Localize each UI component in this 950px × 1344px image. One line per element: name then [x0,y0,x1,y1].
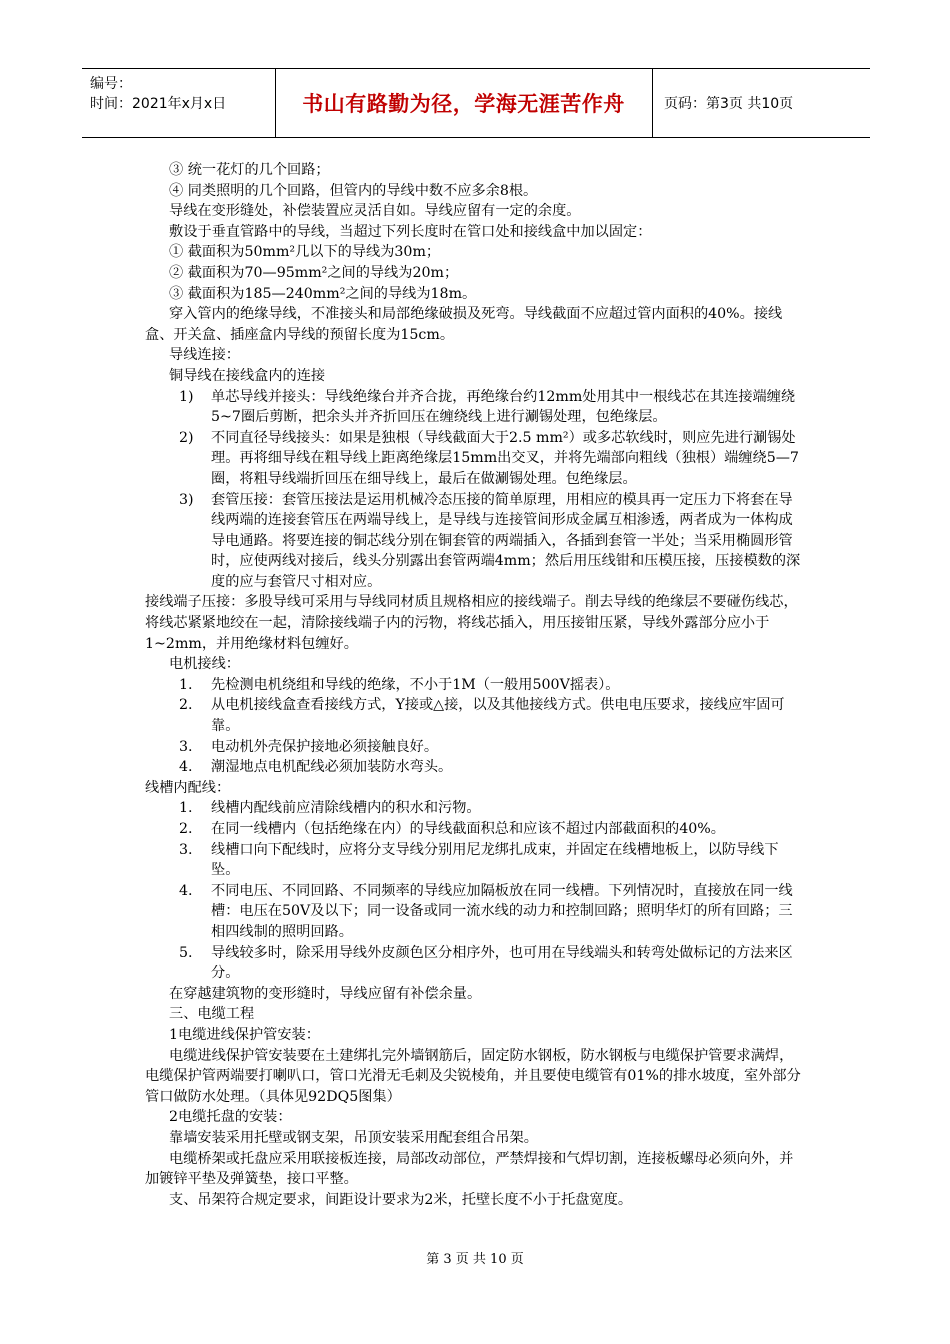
paragraph [145,304,805,345]
paragraph [145,263,805,284]
paragraph-text: 2电缆托盘的安装： [169,1109,292,1126]
paragraph [145,160,805,181]
header-motto: 书山有路勤为径，学海无涯苦作舟 [302,92,625,116]
list-marker: 2) [179,429,194,446]
paragraph [145,984,805,1005]
paragraph-text: 电机接线： [169,656,240,673]
paragraph [145,345,805,366]
paragraph [145,840,805,881]
paragraph-text: 不同直径导线接头：如果是独根（导线截面大于2.5 mm²）或多芯软线时，则应先进行涮锡处理。再将细导线在粗导线上距离绝缘层15mm出交叉，并将先端部向粗线（独根）端缠绕5—7圈，将粗导线端折回压在细导线上，最后在做涮锡处理。包绝缘层。 [211,429,799,487]
paragraph [145,284,805,305]
paragraph-text: 电缆进线保护管安装要在土建绑扎完外墙钢筋后，固定防水钢板，防水钢板与电缆保护管要求满焊，电缆保护管两端要打喇叭口，管口光滑无毛刺及尖锐棱角，并且要使电缆管有01%的排水坡度，室外部分管口做防水处理。（具体见92DQ5图集） [145,1047,801,1105]
paragraph-text: ① 截面积为50mm²几以下的导线为30m； [169,244,441,261]
paragraph [145,1004,805,1025]
paragraph-text: 线槽内配线： [145,779,231,796]
paragraph [145,366,805,387]
paragraph-text: 铜导线在接线盒内的连接 [169,367,326,384]
paragraph-text: 套管压接：套管压接法是运用机械冷态压接的简单原理，用相应的模具再一定压力下将套在导线两端的连接套管压在两端导线上，是导线与连接管间形成金属互相渗透，两者成为一体构成导电通路。将要连接的铜芯线分别在铜套管的两端插入，各插到套管一半处；当采用椭圆形管时，应使两线对接后，线头分别露出套管两端4mm；然后用压线钳和压模压接，压接模数的深度的应与套管尺寸相对应。 [211,491,801,590]
paragraph-text: 支、吊架符合规定要求，间距设计要求为2米，托壁长度不小于托盘宽度。 [169,1191,633,1208]
paragraph [145,242,805,263]
paragraph-text: 接线端子压接：多股导线可采用与导线同材质且规格相应的接线端子。削去导线的绝缘层不要碰伤线芯，将线芯紧紧地绞在一起，清除接线端子内的污物，将线芯插入，用压接钳压紧，导线外露部分应小于1~2mm，并用绝缘材料包缠好。 [145,594,798,652]
paragraph-text: 先检测电机绕组和导线的绝缘，不小于1M（一般用500V摇表）。 [211,676,620,693]
header-page-label: 页码：第3页 共10页 [664,96,794,112]
paragraph-text: 穿入管内的绝缘导线，不准接头和局部绝缘破损及死弯。导线截面不应超过管内面积的40%。接线盒、开关盒、插座盒内导线的预留长度为15cm。 [145,306,783,343]
list-marker: 5. [179,944,193,961]
paragraph [145,1149,805,1190]
header-time-label: 时间：2021年x月x日 [90,96,227,112]
paragraph [145,778,805,799]
paragraph-text: 在同一线槽内（包括绝缘在内）的导线截面积总和应该不超过内部截面积的40%。 [211,821,725,837]
list-marker: 2. [179,697,193,714]
paragraph [145,592,805,654]
page-footer [0,1248,950,1267]
paragraph-text: ③ 统一花灯的几个回路； [169,162,330,178]
paragraph-text: 导线在变形缝处，补偿装置应灵活自如。导线应留有一定的余度。 [169,203,581,220]
paragraph-text: ② 截面积为70—95mm²之间的导线为20m； [169,264,459,281]
paragraph [145,428,805,490]
paragraph-text: ③ 截面积为185—240mm²之间的导线为18m。 [169,285,477,302]
paragraph-text: 导线连接： [169,347,240,364]
list-marker: 4. [179,759,193,776]
header-motto-cell [275,69,653,137]
paragraph [145,819,805,840]
paragraph [145,757,805,778]
paragraph [145,222,805,243]
list-marker: 3) [179,491,194,508]
header-page-cell [652,69,870,137]
list-marker: 3. [179,738,193,755]
paragraph [145,798,805,819]
paragraph [145,695,805,736]
paragraph-text: 不同电压、不同回路、不同频率的导线应加隔板放在同一线槽。下列情况时，直接放在同一线槽：电压在50V及以下；同一设备或同一流水线的动力和控制回路；照明华灯的所有回路；三相四线制的照明回路。 [211,882,793,940]
paragraph-text: 潮湿地点电机配线必须加装防水弯头。 [211,759,453,776]
paragraph-text: 三、电缆工程 [169,1006,255,1023]
paragraph-text: 在穿越建筑物的变形缝时，导线应留有补偿余量。 [169,985,482,1002]
paragraph [145,1025,805,1046]
paragraph [145,675,805,696]
paragraph-text: 电缆桥架或托盘应采用联接板连接，局部改动部位，严禁焊接和气焊切割，连接板螺母必须向外，并加镀锌平垫及弹簧垫，接口平整。 [145,1150,794,1188]
paragraph-text: 从电机接线盒查看接线方式，Y接或△接，以及其他接线方式。供电电压要求，接线应牢固可靠。 [211,697,785,735]
header-meta [82,69,276,137]
document-body [145,160,805,1210]
paragraph-text: 1电缆进线保护管安装： [169,1026,320,1043]
paragraph [145,387,805,428]
paragraph [145,1190,805,1211]
list-marker: 2. [179,821,193,837]
paragraph [145,1128,805,1149]
paragraph [145,1046,805,1108]
list-marker: 1) [179,388,194,405]
paragraph [145,881,805,943]
paragraph [145,943,805,984]
paragraph [145,737,805,758]
paragraph-text: ④ 同类照明的几个回路，但管内的导线中数不应多余8根。 [169,182,538,199]
paragraph [145,201,805,222]
paragraph-text: 导线较多时，除采用导线外皮颜色区分相序外，也可用在导线端头和转弯处做标记的方法来区分。 [211,944,793,982]
list-marker: 1. [179,676,193,693]
paragraph-text: 线槽内配线前应清除线槽内的积水和污物。 [211,800,481,817]
paragraph [145,490,805,593]
list-marker: 1. [179,800,193,817]
list-marker: 3. [179,841,193,858]
paragraph-text: 线槽口向下配线时，应将分支导线分别用尼龙绑扎成束，并固定在线槽地板上，以防导线下坠。 [211,841,779,879]
paragraph-text: 敷设于垂直管路中的导线，当超过下列长度时在管口处和接线盒中加以固定： [169,223,652,240]
paragraph-text: 单芯导线并接头：导线绝缘台并齐合拢，再绝缘台约12mm处用其中一根线芯在其连接端缠绕5~7圈后剪断，把余头并齐折回压在缠绕线上进行涮锡处理，包绝缘层。 [211,388,796,426]
paragraph-text: 靠墙安装采用托壁或钢支架，吊顶安装采用配套组合吊架。 [169,1129,538,1146]
paragraph [145,1107,805,1128]
paragraph [145,181,805,202]
header-number-label: 编号： [90,76,132,92]
page-header [82,68,870,138]
list-marker: 4. [179,882,193,899]
paragraph-text: 电动机外壳保护接地必须接触良好。 [211,738,439,755]
footer-page-number: 第 3 页 共 10 页 [426,1252,524,1267]
paragraph [145,654,805,675]
